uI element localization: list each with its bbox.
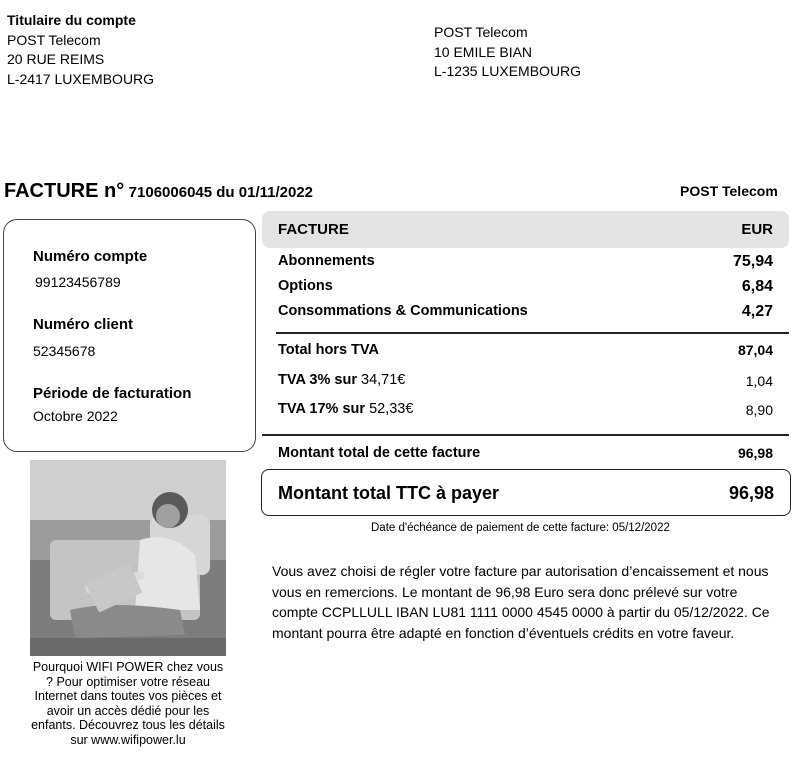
invoice-total-value: 96,98 (737, 445, 773, 461)
account-holder-name: POST Telecom (7, 31, 101, 48)
total-due-value: 96,98 (728, 483, 774, 503)
tva-row (278, 401, 413, 417)
client-number-value: 52345678 (33, 343, 96, 359)
account-holder-city: L-2417 LUXEMBOURG (7, 70, 155, 87)
line-item-label: Abonnements (278, 253, 375, 269)
billing-period-value: Octobre 2022 (33, 408, 118, 424)
currency-header: EUR (741, 221, 773, 238)
divider (262, 434, 789, 436)
recipient-name: POST Telecom (434, 24, 528, 40)
recipient-street: 10 EMILE BIAN (434, 43, 533, 60)
divider (276, 332, 789, 334)
invoice-prefix: FACTURE n° (4, 180, 125, 202)
line-item-label: Options (278, 278, 333, 294)
tva-base: 34,71€ (361, 372, 406, 388)
invoice-total-label: Montant total de cette facture (278, 445, 481, 461)
client-number-label: Numéro client (33, 316, 134, 333)
invoice-title (4, 180, 313, 203)
invoice-header-label: FACTURE (278, 221, 349, 238)
recipient-city: L-1235 LUXEMBOURG (434, 63, 582, 79)
recipient-address (434, 23, 581, 82)
billing-period-label: Période de facturation (33, 385, 192, 402)
account-number-label: Numéro compte (33, 248, 148, 265)
subtotal-value: 87,04 (737, 342, 773, 358)
promo-text: Pourquoi WIFI POWER chez vous ? Pour optimiser votre réseau Internet dans toutes vos pièces et avoir un accès dédié pour les enfants. Découvrez tous les détails sur www.wifipower.lu (31, 660, 225, 747)
account-holder-street: 20 RUE REIMS (7, 51, 105, 67)
tva-base: 52,33€ (369, 401, 414, 417)
tva-row (278, 372, 405, 388)
due-date: Date d'échéance de paiement de cette facture: 05/12/2022 (371, 522, 670, 534)
line-item-value: 6,84 (741, 278, 773, 295)
tva-label: TVA 17% sur (278, 401, 366, 417)
tva-value: 8,90 (745, 402, 773, 418)
line-item-value: 75,94 (732, 253, 773, 270)
account-holder-title: Titulaire du compte (7, 12, 136, 28)
tva-label: TVA 3% sur (278, 372, 357, 388)
account-number-value: 99123456789 (35, 274, 121, 290)
invoice-sender: POST Telecom (680, 183, 778, 199)
account-holder-address (7, 11, 154, 89)
total-due-box (261, 469, 791, 516)
invoice-number: 7106006045 du 01/11/2022 (128, 184, 314, 201)
line-item-label: Consommations & Communications (278, 303, 528, 319)
subtotal-label: Total hors TVA (278, 342, 379, 358)
promo-photo (30, 460, 226, 656)
line-item-value: 4,27 (741, 303, 773, 320)
total-due-label: Montant total TTC à payer (278, 483, 500, 503)
invoice-table-header (262, 211, 789, 248)
payment-info-paragraph: Vous avez choisi de régler votre facture par autorisation d’encaissement et nous vous en remercions. Le montant de 96,98 Euro sera donc prélevé sur votre compte CCPLLULL IBAN LU81 1111 0000 4545 0000 à partir du 05/12/2022. Ce montant pourra être adapté en fonction d’éventuels crédits en votre faveur. (272, 563, 770, 641)
tva-value: 1,04 (745, 373, 773, 389)
